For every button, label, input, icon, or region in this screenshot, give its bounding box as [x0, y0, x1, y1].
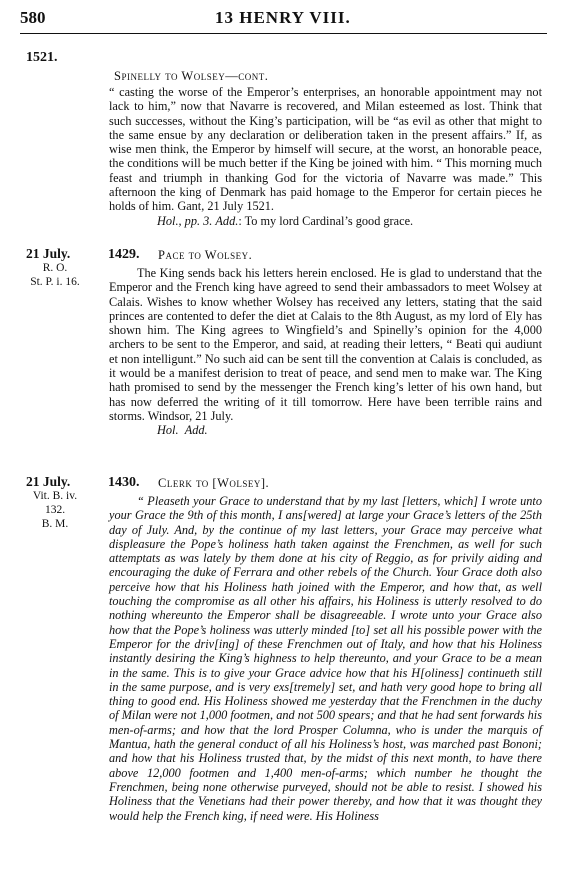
page-number: 580 [20, 8, 46, 27]
entry-ref: B. M. [41, 518, 69, 530]
entry-margin [20, 247, 90, 289]
entry-body [109, 494, 542, 823]
entry-ref: Vit. B. iv. [32, 490, 78, 502]
entry-date: 21 July. [26, 474, 71, 489]
continuation-body [109, 85, 542, 228]
entry-hol-line [109, 423, 542, 437]
entry-text: “ Pleaseth your Grace to understand that by my last [letters, which] I wrote unto your Grace the 9th of this month, I ans[wered] at large your Grace’s letters of the 25th day of July. And, by the continue of my last letters, your Grace may perceive what displeasure the Pope’s holiness hath taken against the Frenchmen, as well for such attemptats as was lately by them done at his city of Reggio, as for privily aiding and encouraging the duke of Ferrara and other rebels of the Church. Your Grace doth also perceive how that his Holiness hath joined with the Emperor, and how that, as well touching the compromise as all other his affairs, his Holiness is utterly resolved to do nothing whereunto the Emperor shall be disagreeable. I wrote unto your Grace also how that the Pope’s holiness was utterly minded [to] set all his possible power with the Emperor for the driv[ing] of these Frenchmen out of Italy, and how that his Holiness instantly desiring the King’s highness to help thereunto, and your Grace to be a mean in the same. This is to give your Grace advice how that his H[oliness] continueth still in the same purpose, and is very exs[tremely] set, and hath very good hope to bring all thing to good end. His Holiness showed me yesterday that the Frenchmen in the duchy of Milan were not 1,000 footmen, and not 500 spears; and that he had sent forwards his men-of-arms; and how that the lord Prosper Columna, who is under the marquis of Mantua, hath the general conduct of all his Holiness’s host, was marched past Bononi; and how that his Holiness trusted that, by the midst of this next month, to have there above 12,000 footmen and 1,400 men-of-arms; which number he thought the Frenchmen, being none otherwise purveyed, should not be able to resist. I showed his Holiness that the Venetians had their power thereby, and how that it was thought they would help the French king, if need were. His Holiness [109, 494, 542, 823]
entry-number: 1429. [108, 247, 140, 262]
continuation-hol-line [109, 214, 542, 228]
entry-ref: St. P. i. 16. [30, 276, 80, 288]
entry-ref: R. O. [42, 262, 68, 274]
entry-text: The King sends back his letters herein enclosed. He is glad to understand that the Emperor and the French king have agreed to send their ambassadors to meet Wolsey at Calais. Wishes to know whether Wolsey has received any letters, stating that the said princes are contented to defer the diet at Calais to the 8th August, as my lord of Ely has shown him. The King agrees to Wingfield’s and Spinelly’s opinion for the 4,000 archers to be sent to the Emperor, and said, at reading their letters, “ Beati qui audiunt et non intelligunt.” No such aid can be sent till the convention at Calais is concluded, as it would be a manifest derision to treat of peace, and send men to make war. The King hath promised to send by the messenger the French king’s letter of his own hand, but has now deferred the writing of it till tomorrow. Here have been terrible rains and storms. Windsor, 21 July. [109, 266, 542, 423]
entry-ref: 132. [44, 504, 66, 516]
entry-hol: Hol. [157, 423, 179, 438]
entry-title: Pace to Wolsey. [158, 248, 253, 262]
entry-margin [20, 475, 90, 531]
continuation-add: Add. [215, 213, 239, 228]
header-rule [20, 33, 547, 34]
continuation-text: “ casting the worse of the Emperor’s enterprises, an honorable appointment may not lack to him,” now that Navarre is recovered, and Milan esteemed as lost. Think that such successes, without the King’s participation, will be “as evil as other that might to the same ensue by any declaration or deliberation taken in the present affairs.” If, as wise men think, the Emperor by himself will secure, at the worst, an honorable peace, the conditions will be much better if the King be joined with him. “ This morning much feast and triumph in thanking God for the victoria of Navarre was made.” This afternoon the king of Denmark has paid homage to the Emperor for certain pieces he holds of him. Gant, 21 July 1521. [109, 85, 542, 214]
continuation-address: : To my lord Cardinal’s good grace. [238, 213, 414, 228]
entry-add: Add. [184, 423, 208, 438]
entry-body [109, 266, 542, 438]
entry-date: 21 July. [26, 246, 71, 261]
continuation-title: Spinelly to Wolsey—cont. [114, 69, 269, 83]
year-margin: 1521. [26, 50, 58, 65]
entry-title: Clerk to [Wolsey]. [158, 476, 270, 490]
continuation-hol: Hol., pp. 3. [157, 213, 213, 228]
running-head: 13 HENRY VIII. [215, 8, 351, 27]
entry-number: 1430. [108, 475, 140, 490]
